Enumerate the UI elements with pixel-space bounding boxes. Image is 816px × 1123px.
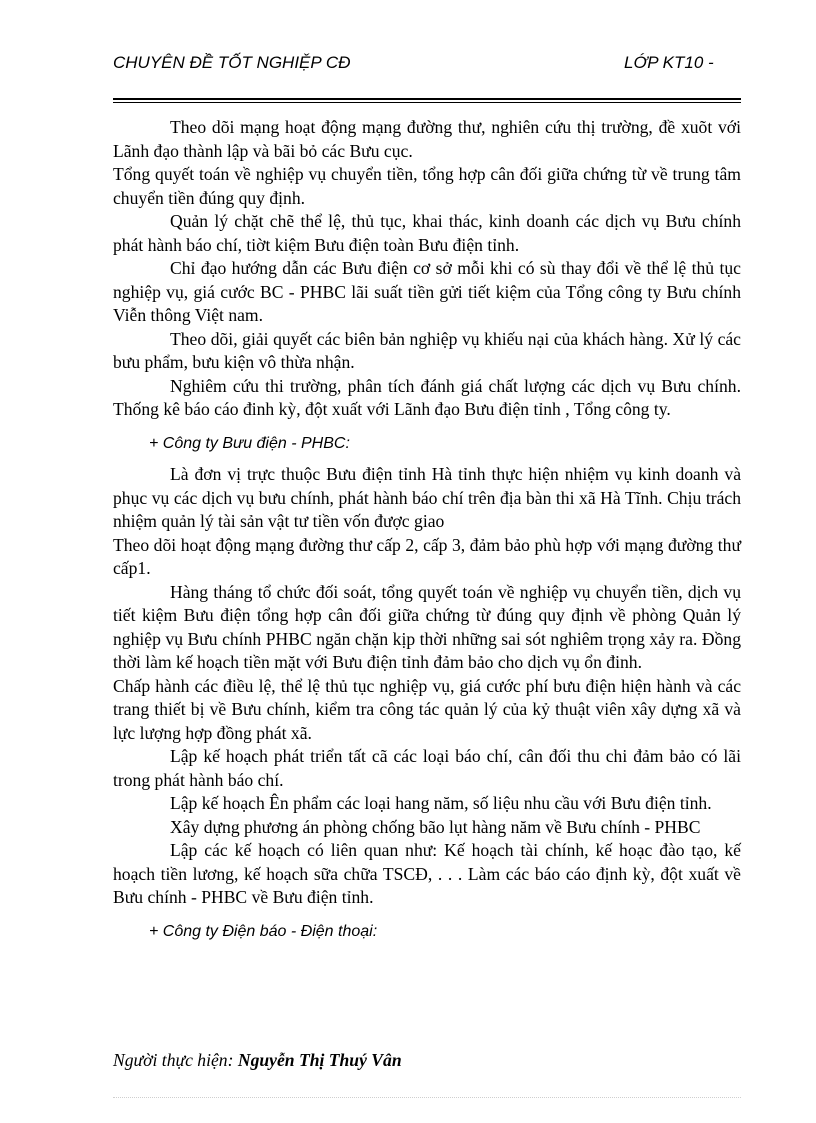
header-class: LỚP KT10 - [624, 53, 714, 72]
paragraph: Lập kế hoạch Ên phẩm các loại hang năm, số liệu nhu cầu với Bưu điện tỉnh. [170, 793, 712, 813]
paragraph: Nghiêm cứu thi trường, phân tích đánh giá chất lượng các dịch vụ Bưu chính. Thống kê báo cáo đinh kỳ, đột xuất với Lãnh đạo Bưu điện tỉnh , Tổng công ty. [113, 375, 741, 419]
paragraph: Lập kế hoạch phát triển tất cã các loại báo chí, cân đối thu chi đảm bảo có lãi trong phát hành báo chí. [113, 746, 741, 790]
section-heading: + Công ty Điện báo - Điện thoại: [149, 922, 378, 940]
author-name: Nguyễn Thị Thuý Vân [237, 1050, 402, 1070]
paragraph: Chấp hành các điều lệ, thể lệ thủ tục nghiệp vụ, giá cước phí bưu điện hiện hành và các trang thiết bị về Bưu chính, kiểm tra công tác quản lý của kỷ thuật viên xây dựng xã và lực lượng hợp đồng phát xã. [113, 675, 741, 743]
paragraph: Xây dựng phương án phòng chống bão lụt hàng năm về Bưu chính - PHBC [170, 816, 701, 837]
header-title: CHUYÊN ĐỀ TỐT NGHIỆP CĐ [113, 53, 351, 72]
footer-rule [113, 1097, 741, 1098]
paragraph: Theo dõi hoạt động mạng đường thư cấp 2, cấp 3, đảm bảo phù hợp với mạng đường thư cấp1. [113, 534, 741, 578]
page-footer [113, 1050, 402, 1071]
paragraph: Tổng quyết toán về nghiệp vụ chuyển tiền, tổng hợp cân đối giữa chứng từ về trung tâm chuyển tiền đúng quy định. [113, 164, 741, 208]
document-body [113, 116, 741, 943]
paragraph: Hàng tháng tổ chức đối soát, tổng quyết toán về nghiệp vụ chuyển tiền, dịch vụ tiết kiệm Bưu điện tổng hợp cân đối giữa chứng từ đúng quy định về phòng Quản lý nghiệp vụ Bưu chính PHBC ngăn chặn kịp thời những sai sót nghiêm trọng xảy ra. Đồng thời làm kế hoạch tiền mặt với Bưu điện tỉnh đảm bảo cho dịch vụ ổn đinh. [113, 581, 741, 672]
header-rule-thin [113, 102, 741, 103]
section-heading: + Công ty Bưu điện - PHBC: [149, 434, 350, 452]
paragraph: Lập các kế hoạch có liên quan như: Kế hoạch tài chính, kế hoạc đào tạo, kế hoạch tiền lương, kế hoạch sữa chữa TSCĐ, . . . Làm các báo cáo định kỳ, đột xuất về Bưu chính - PHBC về Bưu điện tỉnh. [113, 840, 741, 907]
paragraph: Theo dõi mạng hoạt động mạng đường thư, nghiên cứu thị trường, đề xuõt với Lãnh đạo thành lập và bãi bỏ các Bưu cục. [113, 117, 741, 161]
paragraph: Là đơn vị trực thuộc Bưu điện tỉnh Hà tỉnh thực hiện nhiệm vụ kinh doanh và phục vụ các dịch vụ bưu chính, phát hành báo chí trên địa bàn thi xã Hà Tĩnh. Chịu trách nhiệm quản lý tài sản vật tư tiền vốn được giao [113, 464, 741, 531]
paragraph: Chỉ đạo hướng dẫn các Bưu điện cơ sở mỗi khi có sù thay đổi về thể lệ thủ tục nghiệp vụ, giá cước BC - PHBC lãi suất tiền gửi tiết kiệm của Tổng công ty Bưu chính Viễn thông Việt nam. [113, 258, 741, 325]
footer-label: Người thực hiện: [113, 1050, 234, 1070]
paragraph: Theo dõi, giải quyết các biên bản nghiệp vụ khiếu nại của khách hàng. Xử lý các bưu phẩm, bưu kiện vô thừa nhận. [113, 328, 741, 372]
header-rule-thick [113, 98, 741, 100]
paragraph: Quản lý chặt chẽ thể lệ, thủ tục, khai thác, kinh doanh các dịch vụ Bưu chính phát hành báo chí, tiờt kiệm Bưu điện toàn Bưu điện tỉnh. [113, 211, 741, 255]
